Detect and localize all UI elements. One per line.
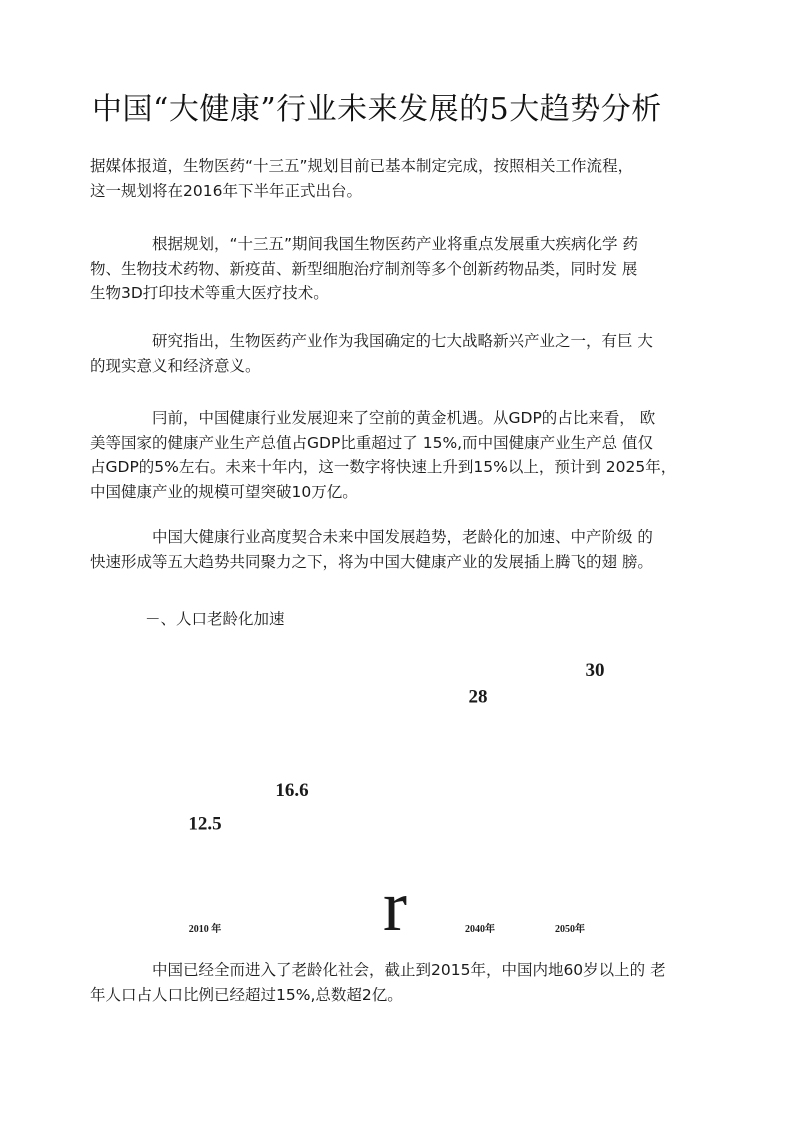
paragraph-line: 冃前，中国健康行业发展迎来了空前的黄金机遇。从GDP的占比来看， 欧 bbox=[152, 409, 656, 427]
stray-glyph: r bbox=[383, 866, 407, 940]
paragraph-line: 这一规划将在2016年下半年正式出台。 bbox=[90, 181, 362, 200]
paragraph-1 bbox=[90, 154, 633, 203]
x-tick-label: 2040年 bbox=[465, 924, 495, 935]
paragraph-6 bbox=[90, 958, 666, 1007]
paragraph-line: 生物3D打印技术等重大医疗技术。 bbox=[90, 284, 329, 302]
paragraph-line: 根据规划，“十三五”期间我国生物医药产业将重点发展重大疾病化学 药 bbox=[152, 235, 638, 253]
paragraph-line: 中国已经全而进入了老龄化社会，截止到2015年，中国内地60岁以上的 老 bbox=[152, 961, 666, 979]
paragraph-3 bbox=[90, 329, 653, 378]
section-heading: －、人口老龄化加速 bbox=[145, 610, 285, 628]
data-label: 30 bbox=[585, 660, 605, 681]
paragraph-line: 的现实意义和经济意义。 bbox=[90, 356, 261, 375]
page-title: 中国“大健康”行业未来发展的5大趋势分析 bbox=[92, 92, 662, 127]
x-tick-label: 2050年 bbox=[555, 924, 585, 935]
paragraph-line: 中国大健康行业高度契合未来中国发展趋势，老龄化的加速、中产阶级 的 bbox=[152, 528, 653, 546]
paragraph-5 bbox=[90, 525, 653, 574]
paragraph-2 bbox=[90, 232, 638, 306]
paragraph-line: 据媒体报道，生物医药“十三五”规划目前已基本制定完成，按照相关工作流程， bbox=[90, 157, 634, 175]
paragraph-line: 占GDP的5%左右。未来十年内，这一数字将快速上升到15%以上，预计到 2025年， bbox=[90, 458, 677, 476]
data-label: 12.5 bbox=[188, 813, 222, 835]
x-tick-label: 2010 年 bbox=[188, 924, 222, 935]
aging-population-chart bbox=[0, 640, 800, 940]
paragraph-line: 美等国家的健康产业生产总值占GDP比重超过了 15%,而中国健康产业生产总 值仅 bbox=[90, 433, 654, 452]
paragraph-line: 中国健康产业的规模可望突破10万亿。 bbox=[90, 482, 358, 501]
paragraph-line: 年人口占人口比例已经超过15%,总数超2亿。 bbox=[90, 985, 403, 1004]
paragraph-line: 快速形成等五大趋势共同聚力之下，将为中国大健康产业的发展插上腾飞的翅 膀。 bbox=[90, 552, 653, 571]
paragraph-line: 物、生物技术药物、新疫苗、新型细胞治疗制剂等多个创新药物品类，同时发 展 bbox=[90, 259, 638, 278]
data-label: 28 bbox=[468, 686, 488, 708]
data-label: 16.6 bbox=[275, 779, 309, 801]
paragraph-line: 研究指出，生物医药产业作为我国确定的七大战略新兴产业之一，有巨 大 bbox=[152, 332, 653, 350]
paragraph-4 bbox=[90, 406, 676, 504]
